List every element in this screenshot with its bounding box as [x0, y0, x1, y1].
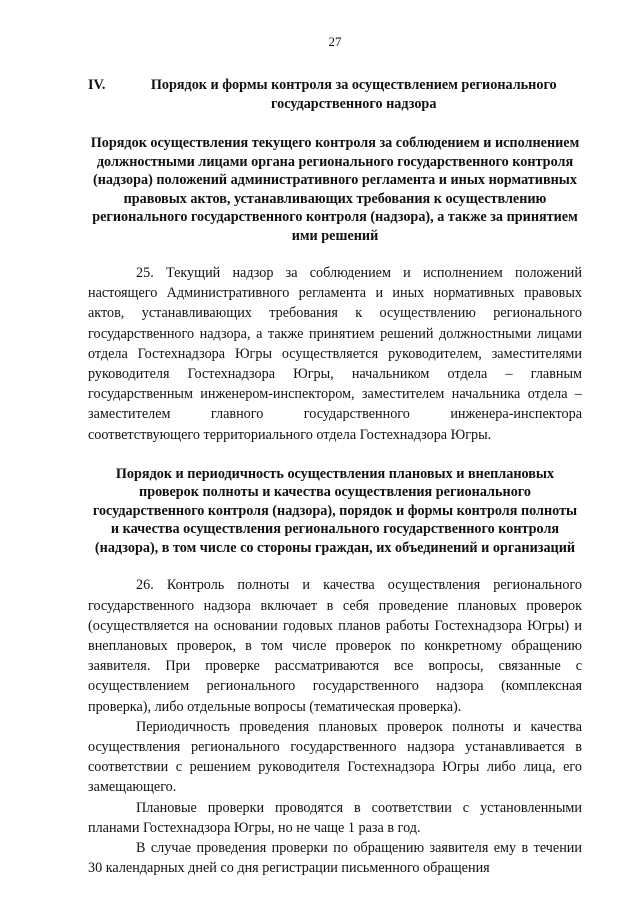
spacer — [88, 445, 582, 459]
paragraph-26-periodicity: Периодичность проведения плановых проверок полноты и качества осуществления регионального государственного надзора устанавливается в соответствии с решением руководителя Гостехнадзора Югры либо лица, его замещающего. — [88, 718, 582, 796]
subheading-inspections: Порядок и периодичность осуществления плановых и внеплановых проверок полноты и качества осуществления регионального государственного контроля (надзора), порядок и формы контроля полноты и качества осуществления регионального государственного контроля (надзора), в том числе со стороны граждан, их объединений и организаций — [92, 465, 578, 556]
paragraph-26-applicant: В случае проведения проверки по обращению заявителя ему в течении 30 календарных дней со дня регистрации письменного обращения — [88, 839, 582, 877]
paragraph-26: 26. Контроль полноты и качества осуществления регионального государственного надзора включает в себя проведение плановых проверок (осуществляется на основании годовых планов работы Гостехнадзора Югры) и внеплановых проверок, в том числе проверок по конкретному обращению заявителя. При проверке рассматриваются все вопросы, связанные с осуществлением регионального государственного надзора (комплексная проверка), либо отдельные вопросы (тематическая проверка). — [88, 577, 582, 715]
subheading-current-control: Порядок осуществления текущего контроля за соблюдением и исполнением должностными лицами органа регионального государственного контроля (надзора) положений административного регламента и иных нормативных правовых актов, устанавливающих требования к осуществлению регионального государственного контроля (надзора), а также за принятием ими решений — [90, 135, 580, 244]
section-roman-numeral: IV. — [88, 77, 106, 93]
section-title: Порядок и формы контроля за осуществлением регионального государственного надзора — [150, 77, 557, 112]
section-heading — [88, 76, 582, 113]
paragraph-26-planned: Плановые проверки проводятся в соответствии с установленными планами Гостехнадзора Югры, но не чаще 1 раза в год. — [88, 799, 582, 836]
paragraph-25: 25. Текущий надзор за соблюдением и исполнением положений настоящего Административного регламента и иных нормативных правовых актов, устанавливающих требования к осуществлению регионального государственного надзора, а также принятием решений должностными лицами отдела Гостехнадзора Югры осуществляется руководителем, заместителями руководителя Гостехнадзора Югры, начальником отдела – главным государственным инженером-инспектором, заместителем начальника отдела – заместителем главного государственного инженера-инспектора соответствующего территориального отдела Гостехнадзора Югры. — [88, 265, 582, 443]
page-number: 27 — [328, 34, 342, 49]
